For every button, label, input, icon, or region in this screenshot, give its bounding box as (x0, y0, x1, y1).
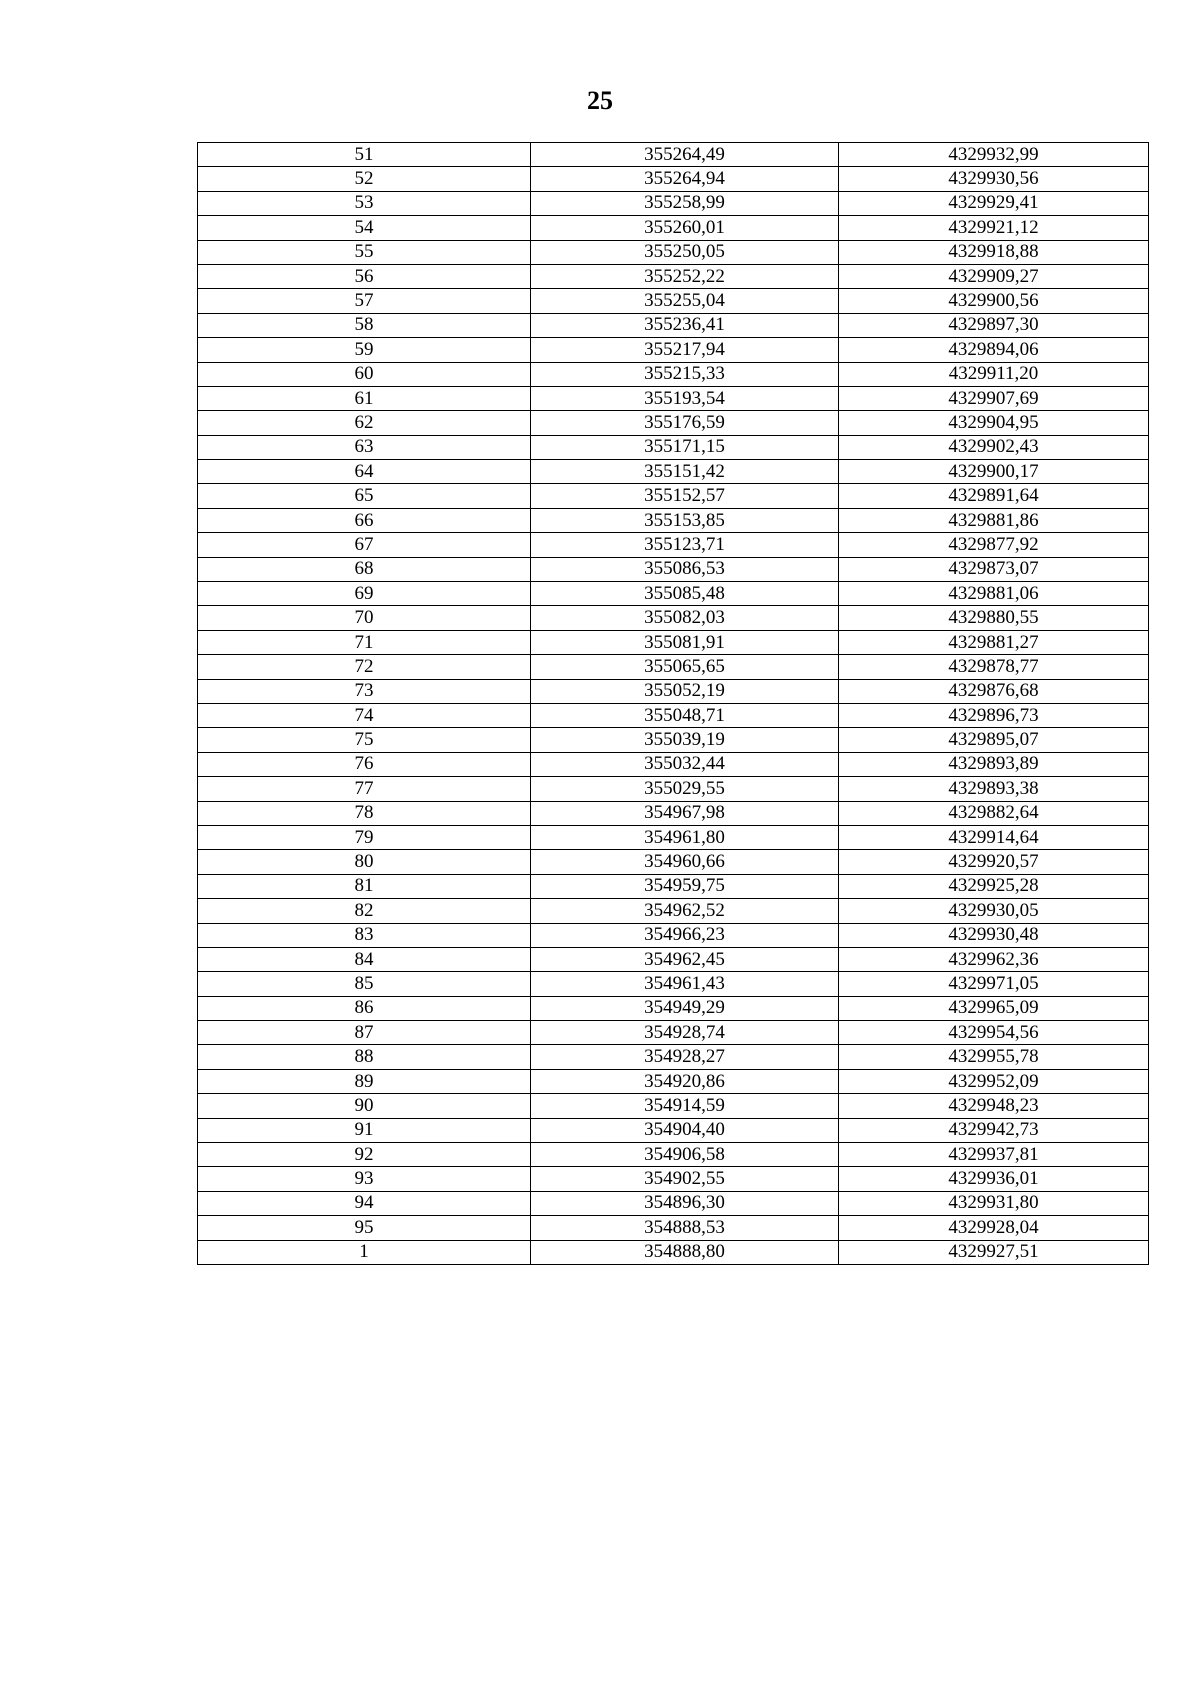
table-row (198, 289, 1149, 313)
table-row (198, 777, 1149, 801)
table-row (198, 386, 1149, 410)
table-row (198, 264, 1149, 288)
point-number-cell: 80 (198, 850, 531, 874)
table-row (198, 1045, 1149, 1069)
point-number-cell: 59 (198, 338, 531, 362)
y-coordinate-cell: 4329920,57 (839, 850, 1149, 874)
y-coordinate-cell: 4329894,06 (839, 338, 1149, 362)
point-number-cell: 76 (198, 752, 531, 776)
y-coordinate-cell: 4329929,41 (839, 191, 1149, 215)
x-coordinate-cell: 355255,04 (531, 289, 839, 313)
table-row (198, 923, 1149, 947)
x-coordinate-cell: 354902,55 (531, 1167, 839, 1191)
y-coordinate-cell: 4329971,05 (839, 972, 1149, 996)
point-number-cell: 86 (198, 996, 531, 1020)
x-coordinate-cell: 355151,42 (531, 460, 839, 484)
table-row (198, 484, 1149, 508)
table-row (198, 728, 1149, 752)
y-coordinate-cell: 4329900,17 (839, 460, 1149, 484)
y-coordinate-cell: 4329891,64 (839, 484, 1149, 508)
table-row (198, 801, 1149, 825)
x-coordinate-cell: 354906,58 (531, 1143, 839, 1167)
point-number-cell: 83 (198, 923, 531, 947)
point-number-cell: 54 (198, 216, 531, 240)
y-coordinate-cell: 4329930,48 (839, 923, 1149, 947)
coordinates-table (197, 142, 1149, 1265)
y-coordinate-cell: 4329880,55 (839, 606, 1149, 630)
y-coordinate-cell: 4329895,07 (839, 728, 1149, 752)
x-coordinate-cell: 355032,44 (531, 752, 839, 776)
x-coordinate-cell: 355082,03 (531, 606, 839, 630)
x-coordinate-cell: 354914,59 (531, 1094, 839, 1118)
x-coordinate-cell: 354928,27 (531, 1045, 839, 1069)
x-coordinate-cell: 354962,45 (531, 947, 839, 971)
x-coordinate-cell: 354961,80 (531, 825, 839, 849)
point-number-cell: 67 (198, 533, 531, 557)
point-number-cell: 61 (198, 386, 531, 410)
y-coordinate-cell: 4329942,73 (839, 1118, 1149, 1142)
table-row (198, 240, 1149, 264)
y-coordinate-cell: 4329937,81 (839, 1143, 1149, 1167)
y-coordinate-cell: 4329936,01 (839, 1167, 1149, 1191)
y-coordinate-cell: 4329925,28 (839, 874, 1149, 898)
point-number-cell: 73 (198, 679, 531, 703)
point-number-cell: 72 (198, 655, 531, 679)
point-number-cell: 88 (198, 1045, 531, 1069)
y-coordinate-cell: 4329918,88 (839, 240, 1149, 264)
y-coordinate-cell: 4329911,20 (839, 362, 1149, 386)
point-number-cell: 62 (198, 411, 531, 435)
point-number-cell: 95 (198, 1216, 531, 1240)
point-number-cell: 58 (198, 313, 531, 337)
table-row (198, 1240, 1149, 1264)
x-coordinate-cell: 354959,75 (531, 874, 839, 898)
table-row (198, 972, 1149, 996)
y-coordinate-cell: 4329878,77 (839, 655, 1149, 679)
y-coordinate-cell: 4329876,68 (839, 679, 1149, 703)
point-number-cell: 89 (198, 1069, 531, 1093)
x-coordinate-cell: 354960,66 (531, 850, 839, 874)
table-row (198, 606, 1149, 630)
x-coordinate-cell: 354904,40 (531, 1118, 839, 1142)
x-coordinate-cell: 355152,57 (531, 484, 839, 508)
x-coordinate-cell: 355171,15 (531, 435, 839, 459)
x-coordinate-cell: 355052,19 (531, 679, 839, 703)
table-row (198, 582, 1149, 606)
x-coordinate-cell: 354962,52 (531, 899, 839, 923)
point-number-cell: 78 (198, 801, 531, 825)
table-row (198, 191, 1149, 215)
x-coordinate-cell: 355176,59 (531, 411, 839, 435)
y-coordinate-cell: 4329955,78 (839, 1045, 1149, 1069)
point-number-cell: 92 (198, 1143, 531, 1167)
point-number-cell: 70 (198, 606, 531, 630)
y-coordinate-cell: 4329881,06 (839, 582, 1149, 606)
x-coordinate-cell: 354896,30 (531, 1191, 839, 1215)
y-coordinate-cell: 4329907,69 (839, 386, 1149, 410)
y-coordinate-cell: 4329962,36 (839, 947, 1149, 971)
table-row (198, 143, 1149, 167)
point-number-cell: 79 (198, 825, 531, 849)
page-number: 25 (587, 86, 613, 115)
point-number-cell: 74 (198, 703, 531, 727)
x-coordinate-cell: 354928,74 (531, 1021, 839, 1045)
y-coordinate-cell: 4329882,64 (839, 801, 1149, 825)
coordinates-table-body (198, 143, 1149, 1265)
point-number-cell: 91 (198, 1118, 531, 1142)
table-row (198, 557, 1149, 581)
table-row (198, 460, 1149, 484)
point-number-cell: 55 (198, 240, 531, 264)
y-coordinate-cell: 4329881,27 (839, 630, 1149, 654)
y-coordinate-cell: 4329965,09 (839, 996, 1149, 1020)
x-coordinate-cell: 355048,71 (531, 703, 839, 727)
x-coordinate-cell: 355153,85 (531, 508, 839, 532)
y-coordinate-cell: 4329932,99 (839, 143, 1149, 167)
y-coordinate-cell: 4329893,38 (839, 777, 1149, 801)
table-row (198, 508, 1149, 532)
x-coordinate-cell: 355217,94 (531, 338, 839, 362)
x-coordinate-cell: 355236,41 (531, 313, 839, 337)
x-coordinate-cell: 355123,71 (531, 533, 839, 557)
table-row (198, 167, 1149, 191)
y-coordinate-cell: 4329873,07 (839, 557, 1149, 581)
point-number-cell: 51 (198, 143, 531, 167)
table-row (198, 752, 1149, 776)
point-number-cell: 94 (198, 1191, 531, 1215)
point-number-cell: 64 (198, 460, 531, 484)
y-coordinate-cell: 4329930,56 (839, 167, 1149, 191)
table-row (198, 1191, 1149, 1215)
point-number-cell: 69 (198, 582, 531, 606)
y-coordinate-cell: 4329930,05 (839, 899, 1149, 923)
table-row (198, 850, 1149, 874)
x-coordinate-cell: 354888,53 (531, 1216, 839, 1240)
table-row (198, 1021, 1149, 1045)
x-coordinate-cell: 354961,43 (531, 972, 839, 996)
x-coordinate-cell: 355215,33 (531, 362, 839, 386)
y-coordinate-cell: 4329928,04 (839, 1216, 1149, 1240)
y-coordinate-cell: 4329909,27 (839, 264, 1149, 288)
point-number-cell: 52 (198, 167, 531, 191)
point-number-cell: 81 (198, 874, 531, 898)
y-coordinate-cell: 4329948,23 (839, 1094, 1149, 1118)
table-row (198, 703, 1149, 727)
table-row (198, 1094, 1149, 1118)
table-row (198, 533, 1149, 557)
x-coordinate-cell: 354949,29 (531, 996, 839, 1020)
point-number-cell: 1 (198, 1240, 531, 1264)
y-coordinate-cell: 4329952,09 (839, 1069, 1149, 1093)
x-coordinate-cell: 355264,94 (531, 167, 839, 191)
table-row (198, 825, 1149, 849)
table-row (198, 996, 1149, 1020)
y-coordinate-cell: 4329954,56 (839, 1021, 1149, 1045)
y-coordinate-cell: 4329904,95 (839, 411, 1149, 435)
table-row (198, 1143, 1149, 1167)
table-row (198, 1118, 1149, 1142)
point-number-cell: 65 (198, 484, 531, 508)
point-number-cell: 56 (198, 264, 531, 288)
table-row (198, 435, 1149, 459)
point-number-cell: 75 (198, 728, 531, 752)
x-coordinate-cell: 355085,48 (531, 582, 839, 606)
x-coordinate-cell: 355258,99 (531, 191, 839, 215)
table-row (198, 874, 1149, 898)
x-coordinate-cell: 354966,23 (531, 923, 839, 947)
table-row (198, 630, 1149, 654)
x-coordinate-cell: 355039,19 (531, 728, 839, 752)
x-coordinate-cell: 354888,80 (531, 1240, 839, 1264)
x-coordinate-cell: 355252,22 (531, 264, 839, 288)
point-number-cell: 53 (198, 191, 531, 215)
table-row (198, 411, 1149, 435)
y-coordinate-cell: 4329881,86 (839, 508, 1149, 532)
y-coordinate-cell: 4329877,92 (839, 533, 1149, 557)
table-row (198, 338, 1149, 362)
x-coordinate-cell: 355086,53 (531, 557, 839, 581)
y-coordinate-cell: 4329900,56 (839, 289, 1149, 313)
table-row (198, 362, 1149, 386)
x-coordinate-cell: 355264,49 (531, 143, 839, 167)
table-row (198, 899, 1149, 923)
x-coordinate-cell: 355029,55 (531, 777, 839, 801)
point-number-cell: 85 (198, 972, 531, 996)
y-coordinate-cell: 4329921,12 (839, 216, 1149, 240)
point-number-cell: 87 (198, 1021, 531, 1045)
x-coordinate-cell: 355193,54 (531, 386, 839, 410)
point-number-cell: 71 (198, 630, 531, 654)
point-number-cell: 90 (198, 1094, 531, 1118)
table-row (198, 655, 1149, 679)
point-number-cell: 82 (198, 899, 531, 923)
y-coordinate-cell: 4329893,89 (839, 752, 1149, 776)
x-coordinate-cell: 355250,05 (531, 240, 839, 264)
x-coordinate-cell: 355081,91 (531, 630, 839, 654)
y-coordinate-cell: 4329931,80 (839, 1191, 1149, 1215)
table-row (198, 313, 1149, 337)
x-coordinate-cell: 355065,65 (531, 655, 839, 679)
table-row (198, 1069, 1149, 1093)
y-coordinate-cell: 4329914,64 (839, 825, 1149, 849)
x-coordinate-cell: 355260,01 (531, 216, 839, 240)
point-number-cell: 93 (198, 1167, 531, 1191)
table-row (198, 1167, 1149, 1191)
table-row (198, 679, 1149, 703)
point-number-cell: 60 (198, 362, 531, 386)
y-coordinate-cell: 4329897,30 (839, 313, 1149, 337)
point-number-cell: 68 (198, 557, 531, 581)
point-number-cell: 66 (198, 508, 531, 532)
x-coordinate-cell: 354920,86 (531, 1069, 839, 1093)
y-coordinate-cell: 4329896,73 (839, 703, 1149, 727)
point-number-cell: 57 (198, 289, 531, 313)
point-number-cell: 63 (198, 435, 531, 459)
table-row (198, 947, 1149, 971)
y-coordinate-cell: 4329902,43 (839, 435, 1149, 459)
x-coordinate-cell: 354967,98 (531, 801, 839, 825)
point-number-cell: 77 (198, 777, 531, 801)
table-row (198, 216, 1149, 240)
point-number-cell: 84 (198, 947, 531, 971)
table-row (198, 1216, 1149, 1240)
y-coordinate-cell: 4329927,51 (839, 1240, 1149, 1264)
